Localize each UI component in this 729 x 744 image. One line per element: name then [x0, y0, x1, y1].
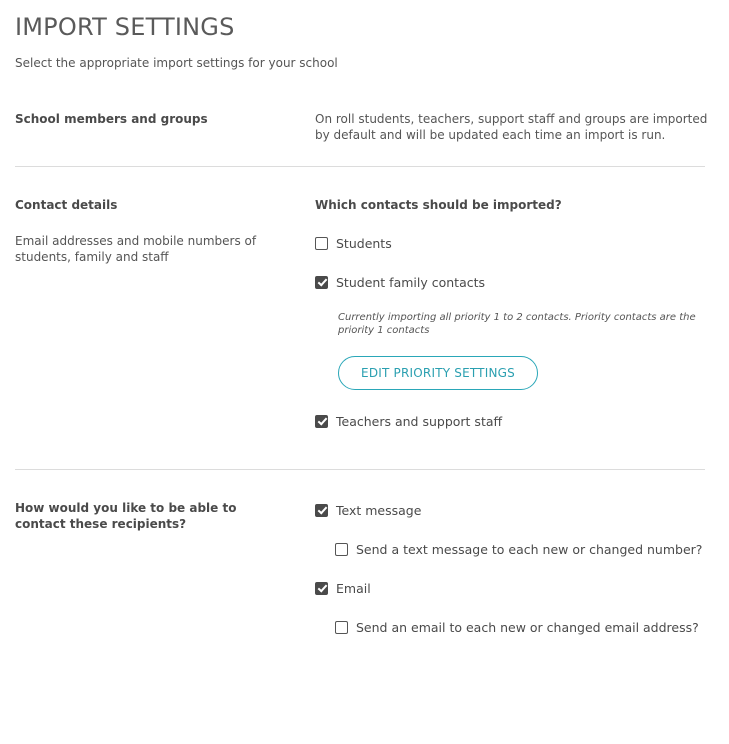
text-message-checkbox[interactable] — [315, 504, 328, 517]
email-checkbox[interactable] — [315, 582, 328, 595]
contacts-section-description: Email addresses and mobile numbers of students, family and staff — [15, 234, 257, 264]
students-label: Students — [336, 235, 392, 251]
contacts-section-label: Contact details — [15, 198, 118, 212]
send-text-checkbox[interactable] — [335, 543, 348, 556]
students-checkbox[interactable] — [315, 237, 328, 250]
family-contacts-checkbox[interactable] — [315, 276, 328, 289]
edit-priority-settings-button[interactable]: EDIT PRIORITY SETTINGS — [338, 356, 538, 390]
section-divider — [15, 469, 705, 470]
page-subtitle: Select the appropriate import settings for your school — [15, 56, 338, 70]
email-checkbox-row[interactable] — [315, 580, 371, 596]
priority-note: Currently importing all priority 1 to 2 contacts. Priority contacts are the priority 1 contacts — [338, 312, 696, 336]
members-section-label: School members and groups — [15, 112, 208, 126]
text-message-label: Text message — [336, 502, 422, 518]
staff-checkbox-row[interactable] — [315, 413, 502, 429]
students-checkbox-row[interactable] — [315, 235, 392, 251]
contact-methods-label: How would you like to be able to contact these recipients? — [15, 501, 237, 531]
section-divider — [15, 166, 705, 167]
members-section-description: On roll students, teachers, support staff and groups are imported by default and will be updated each time an import is run. — [315, 112, 708, 142]
send-text-checkbox-row[interactable] — [335, 541, 702, 557]
staff-checkbox[interactable] — [315, 415, 328, 428]
send-email-checkbox-row[interactable] — [335, 619, 699, 635]
page-title: IMPORT SETTINGS — [15, 13, 235, 41]
send-text-label: Send a text message to each new or changed number? — [356, 541, 703, 557]
text-message-checkbox-row[interactable] — [315, 502, 421, 518]
staff-label: Teachers and support staff — [336, 413, 503, 429]
send-email-checkbox[interactable] — [335, 621, 348, 634]
family-contacts-checkbox-row[interactable] — [315, 274, 485, 290]
family-contacts-label: Student family contacts — [336, 274, 486, 290]
contacts-question: Which contacts should be imported? — [315, 198, 562, 212]
email-label: Email — [336, 580, 371, 596]
send-email-label: Send an email to each new or changed email address? — [356, 619, 699, 635]
